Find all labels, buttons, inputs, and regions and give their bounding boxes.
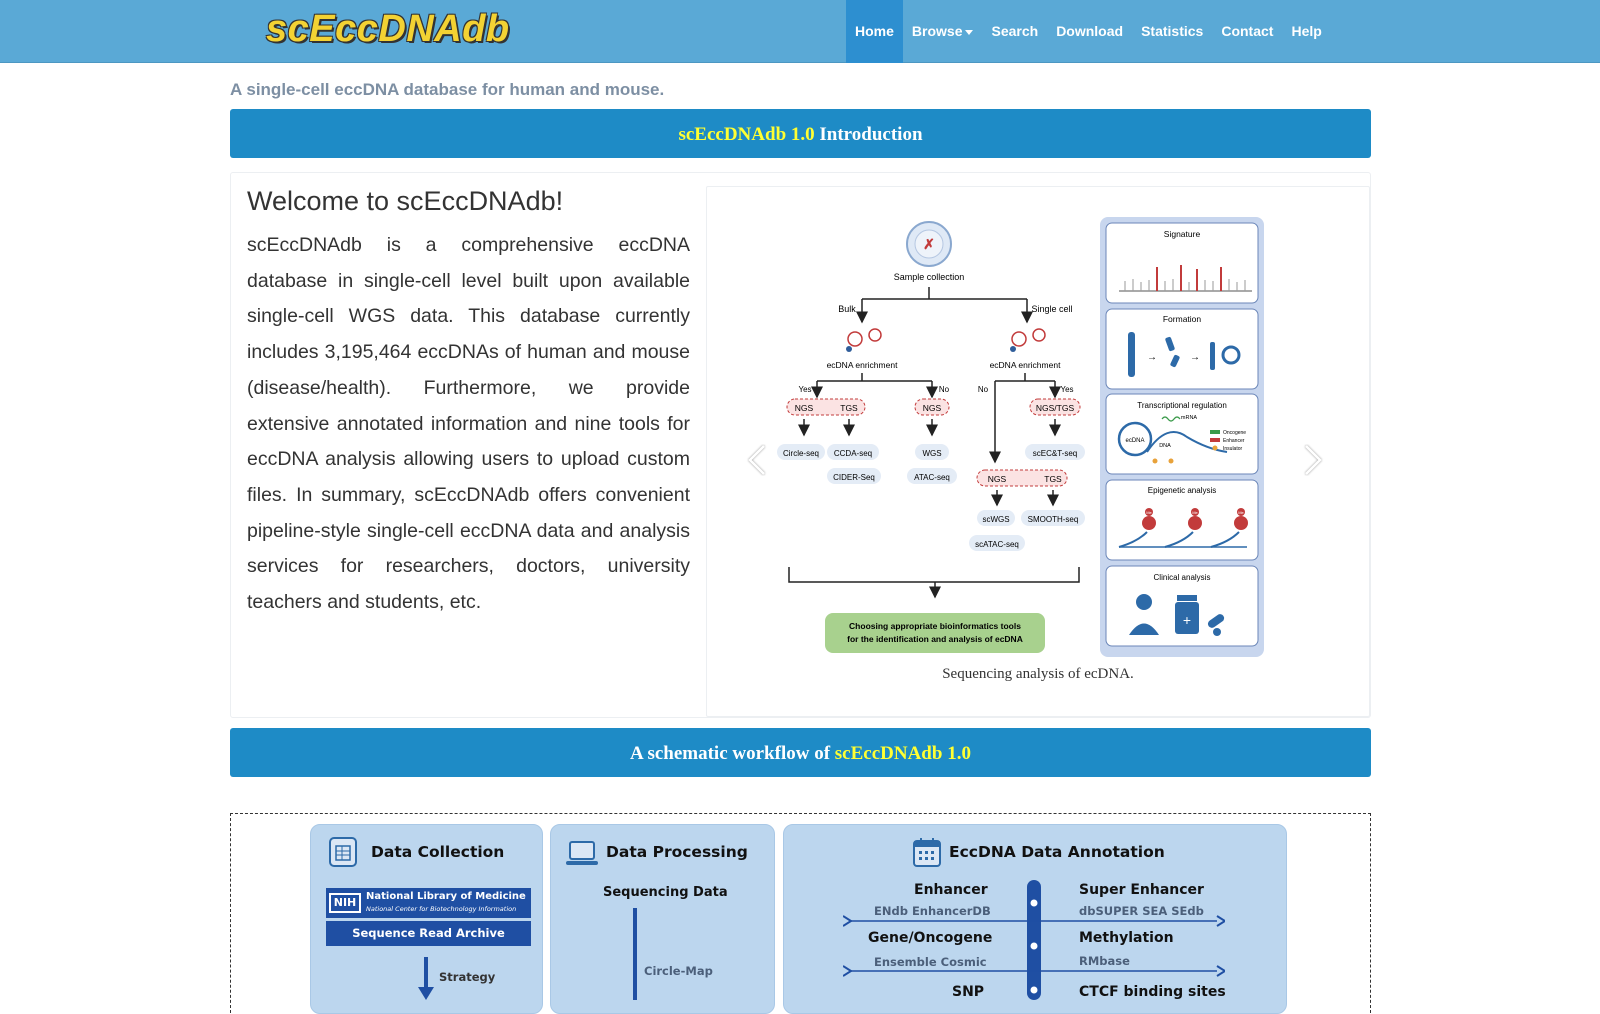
nav-statistics[interactable]: Statistics (1141, 23, 1204, 39)
nav-browse-label: Browse (911, 23, 963, 39)
label-me-2: Me (1192, 510, 1198, 515)
intro-banner (230, 109, 1371, 158)
label-tgs-left: TGS (840, 403, 858, 413)
svg-text:→: → (1147, 352, 1157, 363)
label-bulk: Bulk (838, 304, 856, 314)
panel-clinical (1106, 566, 1258, 646)
wf-enhancer-src: ENdb EnhancerDB (874, 904, 991, 918)
intro-banner-highlight: scEccDNAdb 1.0 (678, 124, 815, 145)
welcome-title: Welcome to scEccDNAdb! (247, 186, 564, 216)
svg-text:+: + (1182, 612, 1192, 628)
panel-epigenetic (1106, 480, 1258, 560)
label-mrna: mRNA (1180, 415, 1198, 421)
ncbi-name: National Center for Biotechnology Information (366, 905, 517, 913)
label-sample-collection: Sample collection (893, 272, 965, 282)
label-insulator: Insulator (1223, 446, 1243, 452)
processing-line (633, 908, 637, 1000)
nav-download[interactable]: Download (1056, 23, 1124, 39)
label-epigenetic: Epigenetic analysis (1147, 486, 1217, 495)
panel-formation (1106, 309, 1258, 389)
chevron-down-icon (965, 30, 973, 35)
intro-banner-text: Introduction (814, 124, 923, 145)
arrow-down-icon (418, 957, 434, 1000)
label-cider-seq: CIDER-Seq (833, 473, 875, 482)
calendar-icon (912, 836, 942, 868)
nav-home[interactable]: Home (846, 0, 903, 63)
wf-sequencing-data: Sequencing Data (603, 885, 728, 900)
laptop-icon (565, 840, 599, 868)
label-scect-seq: scEC&T-seq (1032, 449, 1078, 458)
top-navbar (0, 0, 1600, 63)
label-enrichment-left: ecDNA enrichment (826, 360, 898, 370)
label-dna: DNA (1159, 443, 1171, 449)
label-choose-2: for the identification and analysis of ecDNA (847, 634, 1023, 644)
wf-methylation: Methylation (1079, 930, 1174, 946)
nih-mark: NIH (329, 893, 361, 913)
workflow-banner-text: A schematic workflow of (630, 743, 835, 764)
label-scwgs: scWGS (982, 515, 1010, 524)
label-enrichment-right: ecDNA enrichment (989, 360, 1061, 370)
wf-gene: Gene/Oncogene (868, 930, 993, 946)
image-carousel (706, 186, 1370, 717)
doctor-icon (1136, 594, 1152, 610)
label-yes-right: Yes (1060, 385, 1074, 394)
label-circle-seq: Circle-seq (782, 449, 820, 458)
label-tgs-bottom: TGS (1044, 474, 1062, 484)
label-ngs-bottom: NGS (987, 474, 1007, 484)
wf-gene-src: Ensemble Cosmic (874, 955, 987, 969)
label-me-3: Me (1238, 510, 1244, 515)
label-smooth-seq: SMOOTH-seq (1027, 515, 1079, 524)
wf-strategy: Strategy (439, 970, 496, 984)
site-logo[interactable]: scEccDNAdb (266, 8, 510, 50)
label-atac-seq: ATAC-seq (914, 473, 950, 482)
welcome-description: scEccDNAdb is a comprehensive eccDNA database in single-cell level built upon available single-cell WGS data. This database currently includes 3,195,464 eccDNAs of human and mouse (disease/health). Furthermore, we provide extensive annotated information and nine tools for eccDNA analysis allowing users to upload custom files. In summary, scEccDNAdb offers convenient pipeline-style single-cell eccDNA data and analysis services for researchers, doctors, university teachers and students, etc. (247, 234, 690, 614)
label-formation: Formation (1162, 314, 1202, 324)
wf-data-processing-title: Data Processing (606, 843, 748, 861)
label-no-left: No (938, 385, 950, 394)
wf-ctcf: CTCF binding sites (1079, 984, 1226, 1000)
label-yes-left: Yes (798, 385, 812, 394)
carousel-caption: Sequencing analysis of ecDNA. (942, 666, 1134, 682)
panel-transcriptional (1106, 394, 1258, 474)
nlm-logo (326, 888, 531, 918)
wf-circle-map: Circle-Map (644, 964, 713, 978)
spreadsheet-icon (328, 836, 358, 868)
carousel-next-arrow[interactable] (1302, 444, 1324, 476)
label-me-1: Me (1146, 510, 1152, 515)
wf-super-enhancer-src: dbSUPER SEA SEdb (1079, 904, 1204, 918)
svg-text:✗: ✗ (923, 236, 935, 252)
nav-contact[interactable]: Contact (1221, 23, 1274, 39)
wf-enhancer: Enhancer (914, 882, 988, 898)
wf-annotation-title: EccDNA Data Annotation (949, 843, 1165, 861)
nav-search[interactable]: Search (991, 23, 1039, 39)
site-tagline: A single-cell eccDNA database for human and mouse. (230, 80, 665, 99)
wf-methylation-src: RMbase (1079, 954, 1130, 968)
label-enhancer: Enhancer (1223, 438, 1245, 444)
nlm-name: National Library of Medicine (366, 891, 526, 902)
wf-data-collection-title: Data Collection (371, 843, 505, 861)
main-nav (846, 0, 1331, 63)
carousel-prev-arrow[interactable] (746, 444, 768, 476)
label-choose-1: Choosing appropriate bioinformatics tools (849, 621, 1021, 631)
wf-snp: SNP (952, 984, 985, 1000)
label-oncogene: Oncogene (1223, 430, 1247, 436)
sra-label: Sequence Read Archive (326, 921, 531, 946)
label-ngs-left: NGS (794, 403, 814, 413)
label-transcriptional: Transcriptional regulation (1137, 401, 1227, 410)
workflow-banner-highlight: scEccDNAdb 1.0 (834, 743, 971, 764)
ecdna-sequencing-figure (707, 187, 1371, 718)
nav-browse[interactable] (903, 0, 983, 63)
svg-text:→: → (1190, 352, 1200, 363)
label-clinical: Clinical analysis (1153, 573, 1211, 582)
label-ecdna: ecDNA (1125, 438, 1145, 444)
label-scatac-seq: scATAC-seq (975, 540, 1019, 549)
label-signature: Signature (1163, 229, 1201, 239)
label-ngs-tgs: NGS/TGS (1035, 403, 1075, 413)
label-no-right: No (977, 385, 989, 394)
label-ngs-mid: NGS (922, 403, 942, 413)
workflow-banner (230, 728, 1371, 777)
label-single-cell: Single cell (1031, 304, 1073, 314)
nav-help[interactable]: Help (1291, 23, 1322, 39)
panel-signature (1106, 223, 1258, 303)
wf-super-enhancer: Super Enhancer (1079, 882, 1204, 898)
label-wgs: WGS (922, 449, 942, 458)
label-ccda-seq: CCDA-seq (833, 449, 873, 458)
